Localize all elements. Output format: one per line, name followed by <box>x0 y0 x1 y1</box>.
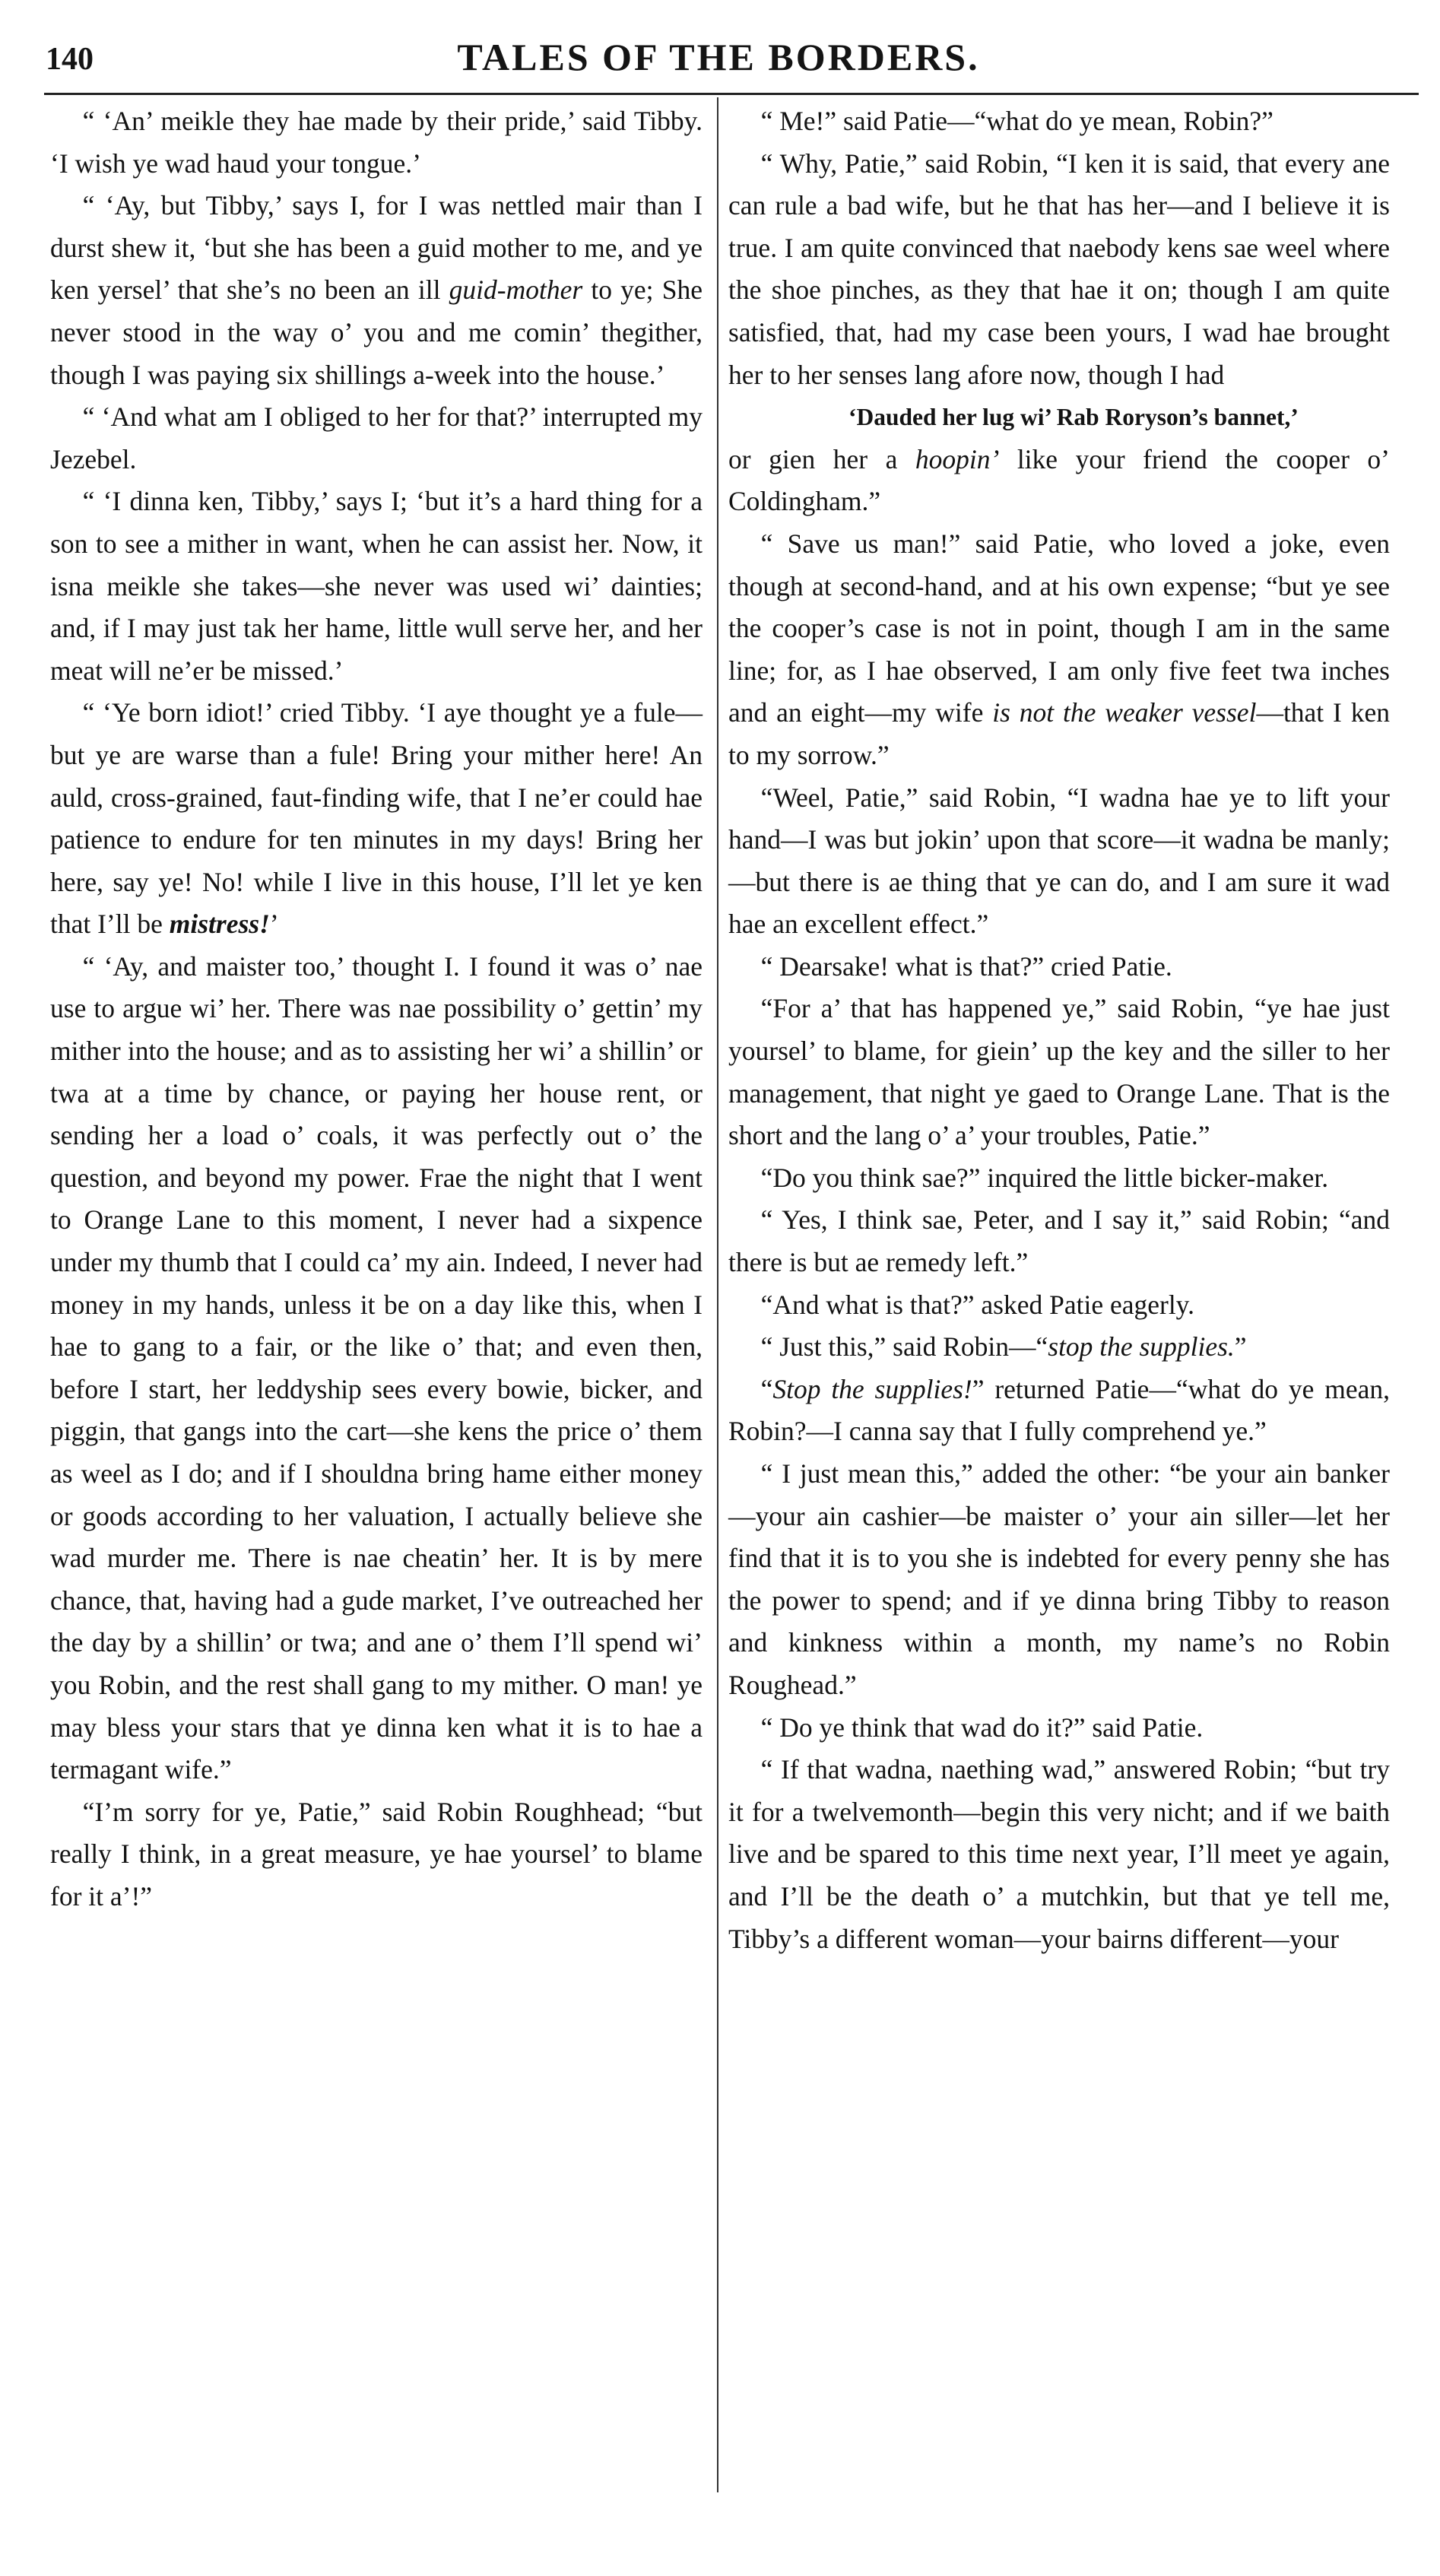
page-number: 140 <box>46 42 94 77</box>
paragraph <box>50 1791 703 1918</box>
paragraph <box>728 777 1390 946</box>
paragraph <box>728 1284 1390 1327</box>
paragraph-text: “ Just this,” said Robin—“ <box>760 1331 1048 1363</box>
paragraph-text: ” returned Patie—“what do ye mean, Robin?—I canna say that I fully comprehend ye.” <box>728 1373 1391 1447</box>
paragraph-text: “ I just mean this,” added the other: “be your ain banker—your ain cashier—be maister o’ your ain siller—let her find that it is to you she is indebted for every penny she has the power to spend; and if ye dinna bring Tibby to reason and kinkness within a month, my name’s no Robin Roughead.” <box>728 1458 1390 1700</box>
paragraph <box>50 946 703 1791</box>
paragraph-text: ” <box>1234 1331 1247 1363</box>
paragraph-text: “ Why, Patie,” said Robin, “I ken it is said, that every ane can rule a bad wife, but he that has her—and I believe it is true. I am quite convinced that naebody kens sae weel where the shoe pinches, as they that hae it on; though I am quite satisfied, that, had my case been yours, I wad hae brought her to her senses lang afore now, though I had <box>728 148 1390 390</box>
paragraph <box>728 1326 1390 1369</box>
emphasized-text: mistress! <box>169 909 270 940</box>
italic-text: Stop the supplies! <box>772 1373 972 1404</box>
paragraph-text: “Do you think sae?” inquired the little bicker-maker. <box>760 1162 1329 1193</box>
italic-text: guid-mother <box>449 274 583 306</box>
paragraph-text: “For a’ that has happened ye,” said Robin, “ye hae just yoursel’ to blame, for giein’ up the key and the siller to her management, that night ye gaed to Orange Lane. That is the short and the lang o’ a’ your troubles, Patie.” <box>728 993 1390 1151</box>
paragraph <box>50 481 703 692</box>
italic-text: stop the supplies. <box>1048 1331 1235 1363</box>
paragraph-text: to ye; She never stood in the way o’ you and me comin’ thegither, though I was paying six shillings a-week into the house.’ <box>50 274 703 390</box>
paragraph <box>728 1453 1390 1707</box>
paragraph <box>728 439 1390 523</box>
paragraph-text: “ ‘Ay, but Tibby,’ says I, for I was nettled mair than I durst shew it, ‘but she has been a guid mother to me, and ye ken yersel’ that she’s no been an ill <box>50 190 703 306</box>
paragraph <box>50 100 703 185</box>
running-title: TALES OF THE BORDERS. <box>457 36 980 78</box>
header-rule <box>44 93 1419 95</box>
paragraph <box>728 1157 1390 1200</box>
verse-quotation: ‘Dauded her lug wi’ Rab Roryson’s bannet,’ <box>848 404 1299 431</box>
paragraph-text: “ If that wadna, naething wad,” answered Robin; “but try it for a twelvemonth—begin this very nicht; and if we baith live and be spared to this time next year, I’ll meet ye again, and I’ll be the death o’ a mutchkin, but that ye tell me, Tibby’s a different woman—your bairns different—your <box>728 1754 1390 1954</box>
paragraph-text: “ Dearsake! what is that?” cried Patie. <box>760 950 1172 982</box>
paragraph <box>728 523 1390 777</box>
paragraph-text: “ ‘Ye born idiot!’ cried Tibby. ‘I aye thought ye a fule—but ye are warse than a fule! Bring your mither here! An auld, cross-grained, faut-finding wife, that I ne’er could hae patience to endure for ten minutes in my days! Bring her here, say ye! No! while I live in this house, I’ll let ye ken that I’ll be <box>50 697 703 940</box>
italic-text: is not the weaker vessel <box>992 697 1257 728</box>
paragraph-text: or gien her a <box>728 443 915 474</box>
paragraph <box>728 1199 1390 1283</box>
right-column <box>728 100 1390 1960</box>
left-column <box>50 100 703 1918</box>
paragraph <box>728 1707 1390 1750</box>
page-header <box>38 30 1361 91</box>
italic-text: hoopin’ <box>915 443 1000 474</box>
paragraph-text: “ Do ye think that wad do it?” said Patie. <box>760 1712 1204 1743</box>
paragraph <box>50 185 703 396</box>
paragraph-text: “Weel, Patie,” said Robin, “I wadna hae ye to lift your hand—I was but jokin’ upon that score—it wadna be manly;—but there is ae thing that ye can do, and I am sure it wad hae an excellent effect.” <box>728 782 1390 940</box>
column-divider <box>717 97 718 2492</box>
paragraph-text: “And what is that?” asked Patie eagerly. <box>760 1289 1195 1320</box>
paragraph-text: “ ‘And what am I obliged to her for that?’ interrupted my Jezebel. <box>50 401 703 474</box>
paragraph-text: like your friend the cooper o’ Coldingham.” <box>728 443 1390 517</box>
paragraph <box>728 100 1390 143</box>
paragraph <box>728 143 1390 397</box>
paragraph <box>728 1369 1390 1453</box>
paragraph-text: “I’m sorry for ye, Patie,” said Robin Roughhead; “but really I think, in a great measure, ye hae yoursel’ to blame for it a’!” <box>50 1796 703 1911</box>
paragraph <box>728 988 1390 1156</box>
paragraph <box>50 396 703 481</box>
paragraph-text: —that I ken to my sorrow.” <box>728 697 1391 770</box>
paragraph-text: “ ‘An’ meikle they hae made by their pride,’ said Tibby. ‘I wish ye wad haud your tongue.’ <box>50 106 703 179</box>
paragraph <box>728 946 1390 988</box>
paragraph <box>50 692 703 946</box>
paragraph-text: ’ <box>269 909 279 940</box>
paragraph-text: “ Me!” said Patie—“what do ye mean, Robin?” <box>760 106 1273 136</box>
paragraph <box>728 1749 1390 1960</box>
paragraph-text: “ Yes, I think sae, Peter, and I say it,” said Robin; “and there is but ae remedy left.” <box>728 1204 1390 1278</box>
paragraph-text: “ ‘I dinna ken, Tibby,’ says I; ‘but it’s a hard thing for a son to see a mither in want, when he can assist her. Now, it isna meikle she takes—she never was used wi’ dainties; and, if I may just tak her hame, little wull serve her, and her meat will ne’er be missed.’ <box>50 486 703 686</box>
paragraph-text: “ ‘Ay, and maister too,’ thought I. I found it was o’ nae use to argue wi’ her. There was nae possibility o’ gettin’ my mither into the house; and as to assisting her wi’ a shillin’ or twa at a time by chance, or paying her house rent, or sending her a load o’ coals, it was perfectly out o’ the question, and beyond my power. Frae the night that I went to Orange Lane to this moment, I never had a sixpence under my thumb that I could ca’ my ain. Indeed, I never had money in my hands, unless it be on a day like this, when I hae to gang to a fair, or the like o’ that; and even then, before I start, her leddyship sees every bowie, bicker, and piggin, that gangs into the cart—she kens the price o’ them as weel as I do; and if I shouldna bring hame either money or goods according to her valuation, I actually believe she wad murder me. There is nae cheatin’ her. It is by mere chance, that, having had a gude market, I’ve outreached her the day by a shillin’ or twa; and ane o’ them I’ll spend wi’ you Robin, and the rest shall gang to my mither. O man! ye may bless your stars that ye dinna ken what it is to hae a termagant wife.” <box>50 950 703 1785</box>
paragraph-text: “ Save us man!” said Patie, who loved a joke, even though at second-hand, and at his own expense; “but ye see the cooper’s case is not in point, though I am in the same line; for, as I hae observed, I am only five feet twa inches and an eight—my wife <box>728 528 1390 728</box>
paragraph-text: “ <box>760 1373 773 1404</box>
